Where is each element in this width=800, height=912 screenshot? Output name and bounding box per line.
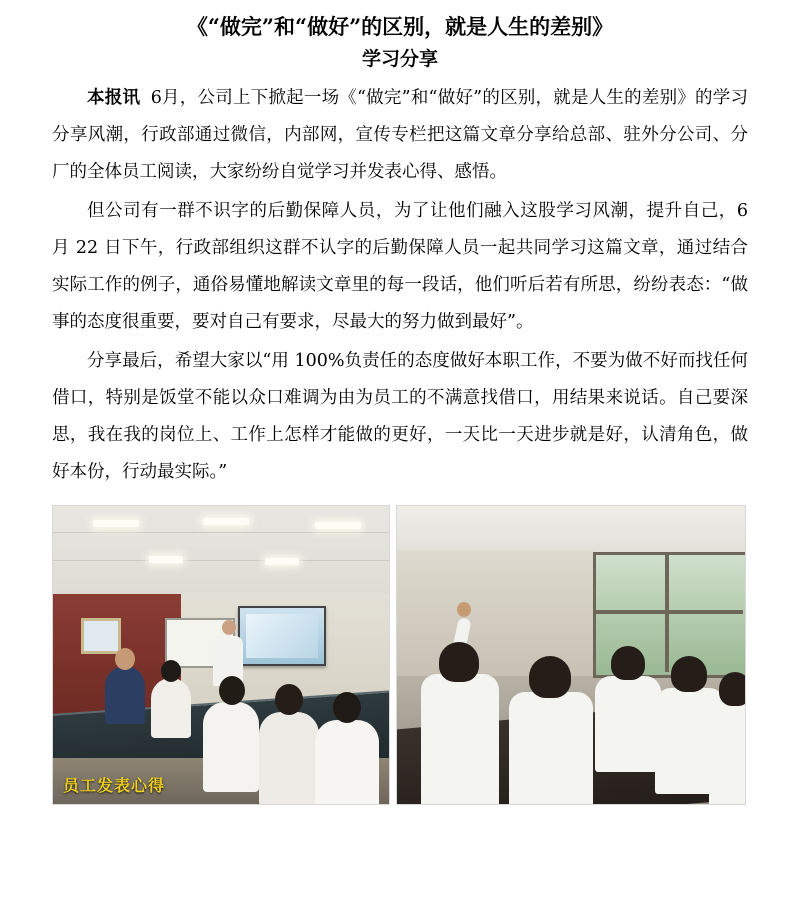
ceiling-light: [149, 556, 183, 563]
wall: [397, 550, 593, 676]
seated-person: [259, 712, 319, 805]
ceiling-light: [315, 522, 361, 529]
raised-hand: [457, 602, 471, 617]
ceiling-light: [93, 520, 139, 527]
person-head: [529, 656, 571, 698]
person-head: [333, 692, 361, 723]
person-head: [611, 646, 645, 680]
paragraph-1-text: 6月，公司上下掀起一场《“做完”和“做好”的区别，就是人生的差别》的学习分享风潮，行政部通过微信，内部网，宣传专栏把这篇文章分享给总部、驻外分公司、分厂的全体员工阅读，大家纷纷自觉学习并发表心得、感悟。: [52, 88, 749, 182]
person-head: [719, 672, 746, 706]
seated-person: [151, 678, 191, 738]
person-head: [671, 656, 707, 692]
ceiling-seam: [53, 560, 389, 561]
paragraph-1: [52, 80, 748, 191]
page-title: 《“做完”和“做好”的区别，就是人生的差别》: [186, 14, 614, 39]
presenter-head: [222, 620, 236, 635]
window-mullion: [593, 610, 743, 614]
ceiling-seam: [53, 532, 389, 533]
seated-person: [709, 702, 746, 805]
photo-employee-meeting-right: [396, 505, 746, 805]
person-head: [275, 684, 303, 715]
paragraph-1-lead: 本报讯: [87, 88, 141, 108]
paragraph-3: [52, 343, 748, 491]
photo-employee-meeting-left: [52, 505, 390, 805]
seated-person: [509, 692, 593, 805]
projection-screen-content: [246, 614, 318, 658]
seated-person: [595, 676, 661, 772]
seated-person: [315, 720, 379, 805]
seated-person: [105, 666, 145, 724]
photo-left-caption: 员工发表心得: [63, 776, 166, 795]
seated-person: [203, 702, 259, 792]
person-head: [161, 660, 181, 682]
projection-screen: [238, 606, 326, 666]
person-head: [115, 648, 135, 670]
paragraph-2-text: 但公司有一群不识字的后勤保障人员，为了让他们融入这股学习风潮，提升自己，6 月 22 日下午，行政部组织这群不认字的后勤保障人员一起共同学习这篇文章，通过结合实际工作的例子，通俗易懂地解读文章里的每一段话，他们听后若有所思，纷纷表态：“做事的态度很重要，要对自己有要求，尽最大的努力做到最好”。: [52, 201, 748, 332]
person-head: [439, 642, 479, 682]
ceiling-light: [265, 558, 299, 565]
paragraph-3-text: 分享最后，希望大家以“用 100%负责任的态度做好本职工作，不要为做不好而找任何借口，特别是饭堂不能以众口难调为由为员工的不满意找借口，用结果来说话。自己要深思，我在我的岗位上、工作上怎样才能做的更好，一天比一天进步就是好，认清角色，做好本份，行动最实际。”: [52, 351, 748, 482]
page-subtitle: 学习分享: [361, 48, 438, 70]
paragraph-2: [52, 193, 748, 341]
ceiling-light: [203, 518, 249, 525]
wall-picture: [81, 618, 121, 654]
seated-person: [421, 674, 499, 805]
photo-row: [52, 505, 746, 805]
person-head: [219, 676, 245, 705]
